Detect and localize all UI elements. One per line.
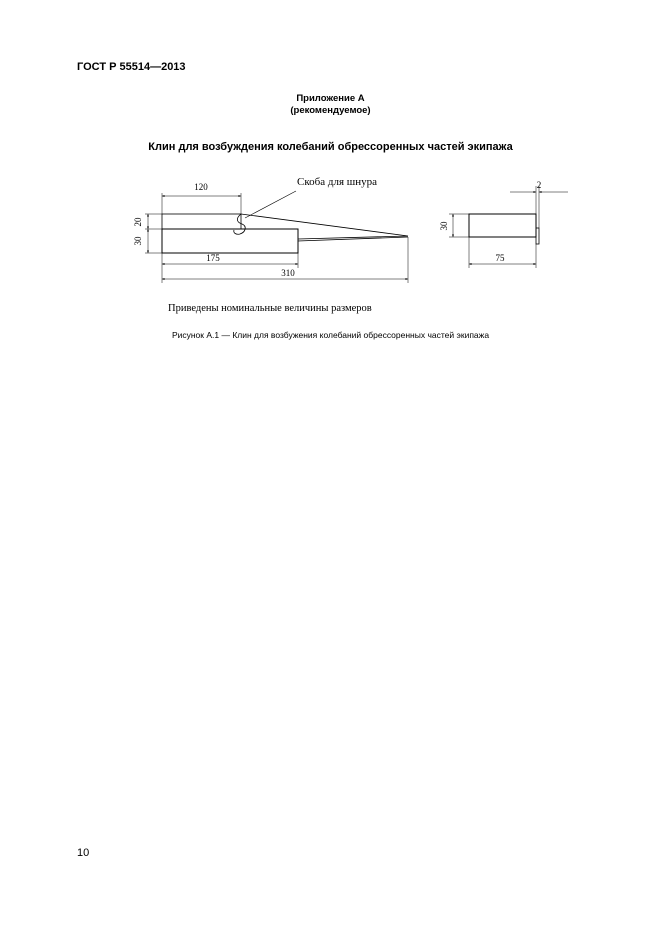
cord-bracket xyxy=(234,214,245,234)
annex-title: Приложение А xyxy=(296,93,365,104)
dim-side-75-label: 75 xyxy=(495,253,505,263)
figure-heading: Клин для возбуждения колебаний обрессоренных частей экипажа xyxy=(148,141,513,153)
dim-120-label: 120 xyxy=(194,182,208,192)
dim-side-30-label: 30 xyxy=(439,221,449,231)
dim-20-label: 20 xyxy=(133,217,143,227)
standard-header: ГОСТ Р 55514—2013 xyxy=(77,61,186,73)
upper-plate xyxy=(162,214,241,229)
annex-status: (рекомендуемое) xyxy=(290,105,371,116)
callout-leader xyxy=(245,191,296,218)
figure-caption: Рисунок А.1 — Клин для возбужения колебаний обрессоренных частей экипажа xyxy=(171,330,490,340)
lower-block xyxy=(162,229,298,253)
dim-175-label: 175 xyxy=(206,253,220,263)
dim-30-label: 30 xyxy=(133,236,143,246)
dimensions-note: Приведены номинальные величины размеров xyxy=(168,303,372,314)
side-view-block xyxy=(469,214,536,237)
dim-side-2-label: 2 xyxy=(536,180,542,190)
page-number: 10 xyxy=(77,847,90,859)
dim-310-label: 310 xyxy=(281,268,295,278)
callout-label: Скоба для шнура xyxy=(297,176,377,188)
wedge-taper xyxy=(241,214,408,239)
